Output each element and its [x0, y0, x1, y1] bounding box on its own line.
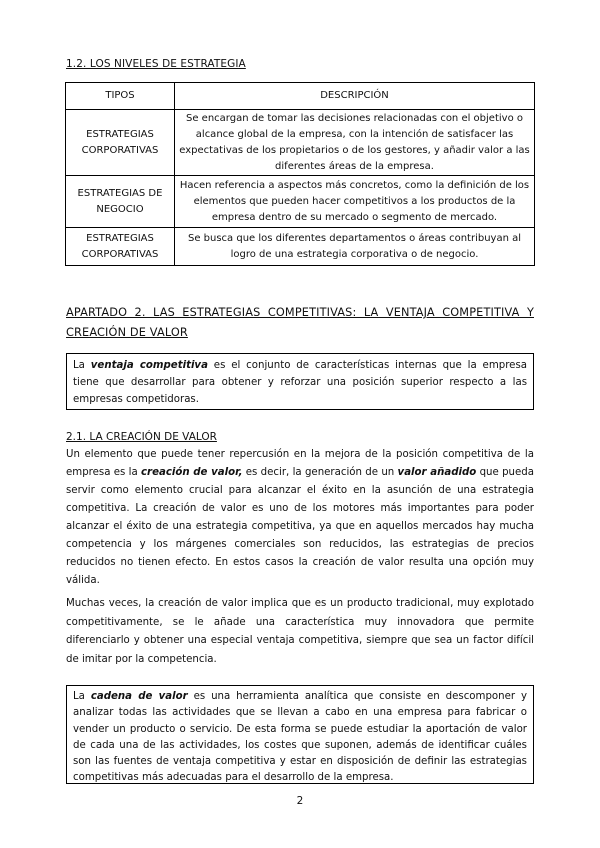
paragraph-muchas-veces: Muchas veces, la creación de valor implica que es un producto tradicional, muy explotado competitivamente, se le añade una característica muy innovadora que permite diferenciarlo y obtener una especial ventaja competitiva, siempre que sea un factor difícil de imitar por la competencia.: [66, 598, 534, 665]
apartado-title: APARTADO 2. LAS ESTRATEGIAS COMPETITIVAS: LA VENTAJA COMPETITIVA Y CREACIÓN DE VALOR: [66, 306, 534, 339]
box2-pre: La: [73, 691, 91, 702]
definition-box-ventaja: [66, 353, 534, 410]
header-tipos: TIPOS: [66, 83, 175, 110]
table-header-row: [66, 83, 535, 110]
subsection-title: 2.1. LA CREACIÓN DE VALOR: [66, 431, 217, 443]
table-row: [66, 110, 535, 176]
para1-a: Un elemento que puede tener repercusión en la mejora de la posición competitiva de la empresa es la: [66, 449, 534, 478]
para1-c: que pueda servir como elemento crucial para alcanzar el éxito en la asunción de una estrategia competitiva. La creación de valor es uno de los motores más importantes para poder alcanzar el éxito de una estrategia competitiva, ya que en aquellos mercados hay mucha competencia y los márgenes comerciales son reducidos, las estrategias de precios reducidos no tienen efecto. En estos casos la creación de valor resulta una opción muy válida.: [66, 467, 534, 586]
section-title: 1.2. LOS NIVELES DE ESTRATEGIA: [66, 58, 246, 70]
cell-tipo: ESTRATEGIAS CORPORATIVAS: [66, 110, 175, 176]
header-descripcion: DESCRIPCIÓN: [175, 83, 535, 110]
box1-pre: La: [73, 360, 91, 371]
definition-box-cadena: [66, 685, 534, 784]
box1-term: ventaja competitiva: [90, 360, 208, 371]
cell-descripcion: Hacen referencia a aspectos más concretos, como la definición de los elementos que pueden hacer competitivos a los productos de la empresa dentro de su mercado o segmento de mercado.: [175, 176, 535, 228]
box2-post: es una herramienta analítica que consiste en descomponer y analizar todas las actividades que se llevan a cabo en una empresa para fabricar o vender un producto o servicio. De esta forma se puede estudiar la aportación de valor de cada una de las actividades, los costes que suponen, además de identificar cuáles son las fuentes de ventaja competitiva y estar en disposición de definir las estrategias competitivas más adecuadas para el desarrollo de la empresa.: [73, 691, 527, 784]
table-row: [66, 228, 535, 266]
table-row: [66, 176, 535, 228]
strategy-levels-table: [65, 82, 535, 266]
page-number: 2: [296, 795, 304, 807]
para1-term2: valor añadido: [397, 467, 477, 478]
para1-term1: creación de valor,: [141, 467, 243, 478]
paragraph-creacion-valor: [66, 446, 534, 590]
cell-tipo: ESTRATEGIAS CORPORATIVAS: [66, 228, 175, 266]
cell-tipo: ESTRATEGIAS DE NEGOCIO: [66, 176, 175, 228]
box1-post: es el conjunto de características internas que la empresa tiene que desarrollar para obtener y reforzar una posición superior respecto a las empresas competidoras.: [73, 360, 527, 405]
box2-term: cadena de valor: [90, 691, 188, 702]
para1-b: es decir, la generación de un: [242, 467, 398, 478]
cell-descripcion: Se busca que los diferentes departamentos o áreas contribuyan al logro de una estrategia corporativa o de negocio.: [175, 228, 535, 266]
cell-descripcion: Se encargan de tomar las decisiones relacionadas con el objetivo o alcance global de la empresa, con la intención de satisfacer las expectativas de los propietarios o de los gestores, y añadir valor a las diferentes áreas de la empresa.: [175, 110, 535, 176]
